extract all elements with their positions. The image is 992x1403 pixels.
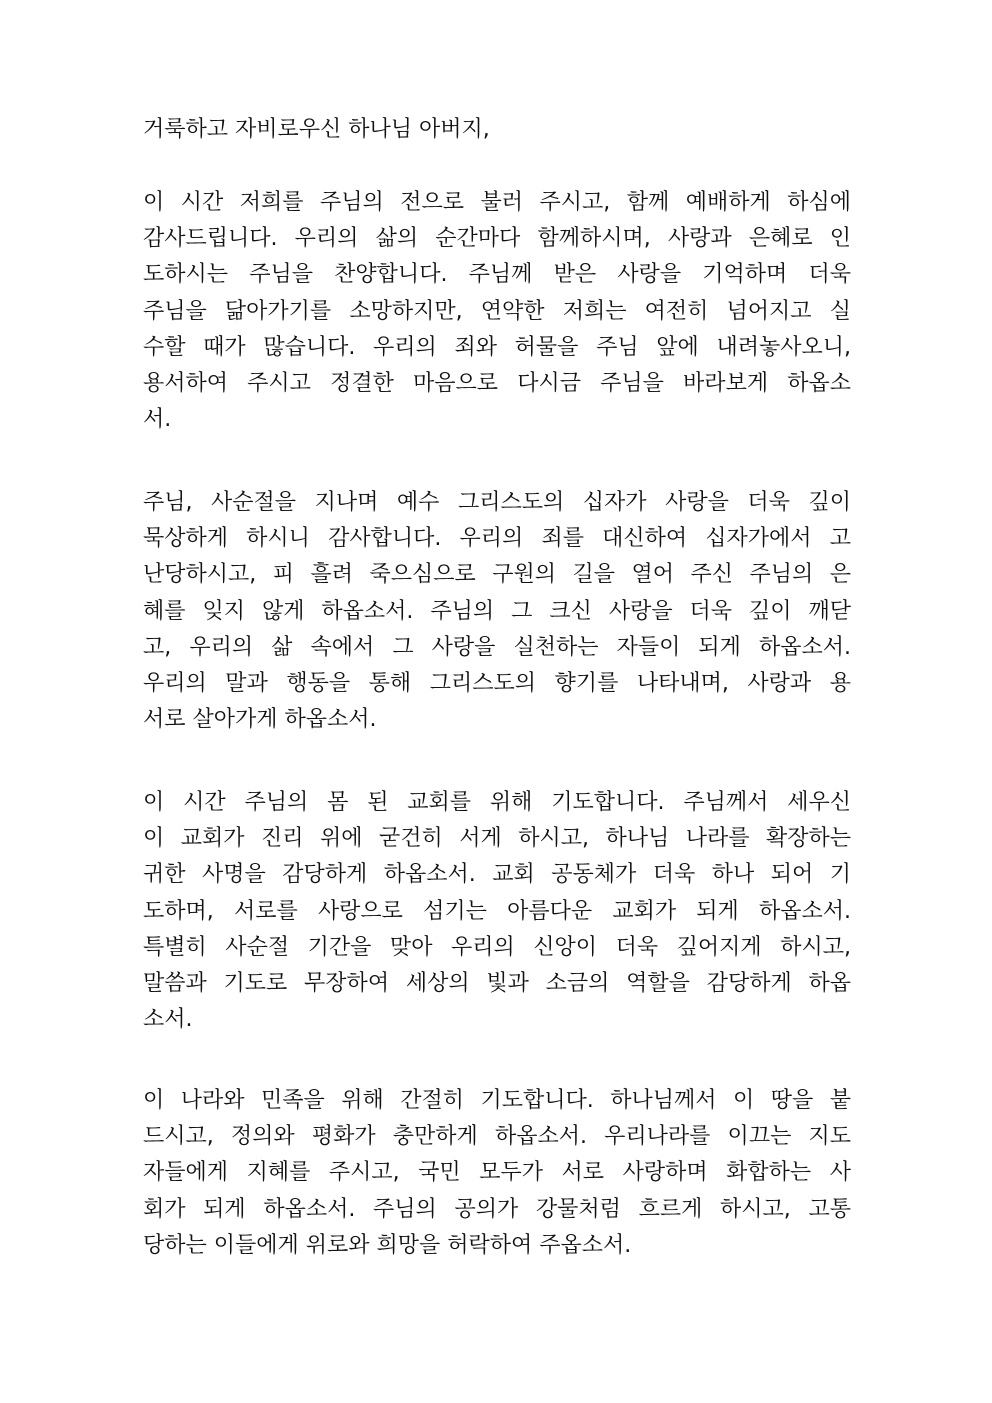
paragraph-line: 난당하시고, 피 흘려 죽으심으로 구원의 길을 열어 주신 주님의 은: [143, 562, 851, 588]
paragraph-line: 자들에게 지혜를 주시고, 국민 모두가 서로 사랑하며 화합하는 사: [143, 1160, 851, 1186]
paragraph-line: 이 교회가 진리 위에 굳건히 서게 하시고, 하나님 나라를 확장하는: [143, 826, 851, 852]
paragraph-line: 서로 살아가게 하옵소서.: [143, 707, 377, 733]
paragraph-line: 귀한 사명을 감당하게 하옵소서. 교회 공동체가 더욱 하나 되어 기: [143, 862, 851, 888]
paragraph-line: 혜를 잊지 않게 하옵소서. 주님의 그 크신 사랑을 더욱 깊이 깨닫: [143, 598, 851, 624]
greeting-paragraph: [143, 112, 851, 148]
paragraph-line: 주님을 닮아가기를 소망하지만, 연약한 저희는 여전히 넘어지고 실: [143, 298, 851, 324]
greeting-line: 거룩하고 자비로우신 하나님 아버지,: [143, 117, 490, 142]
prayer-paragraph-lent: [143, 485, 851, 738]
paragraph-line: 감사드립니다. 우리의 삶의 순간마다 함께하시며, 사랑과 은혜로 인: [143, 226, 851, 252]
paragraph-line: 도하시는 주님을 찬양합니다. 주님께 받은 사랑을 기억하며 더욱: [143, 262, 851, 288]
prayer-paragraph-confession: [143, 185, 851, 438]
paragraph-line: 용서하여 주시고 정결한 마음으로 다시금 주님을 바라보게 하옵소: [143, 370, 851, 396]
paragraph-line: 이 시간 주님의 몸 된 교회를 위해 기도합니다. 주님께서 세우신: [143, 790, 851, 815]
paragraph-line: 이 시간 저희를 주님의 전으로 불러 주시고, 함께 예배하게 하심에: [143, 190, 851, 215]
paragraph-line: 주님, 사순절을 지나며 예수 그리스도의 십자가 사랑을 더욱 깊이: [143, 490, 851, 515]
paragraph-line: 당하는 이들에게 위로와 희망을 허락하여 주옵소서.: [143, 1232, 632, 1258]
paragraph-line: 드시고, 정의와 평화가 충만하게 하옵소서. 우리나라를 이끄는 지도: [143, 1124, 851, 1150]
paragraph-line: 특별히 사순절 기간을 맞아 우리의 신앙이 더욱 깊어지게 하시고,: [143, 934, 851, 960]
paragraph-line: 도하며, 서로를 사랑으로 섬기는 아름다운 교회가 되게 하옵소서.: [143, 898, 851, 924]
paragraph-line: 우리의 말과 행동을 통해 그리스도의 향기를 나타내며, 사랑과 용: [143, 670, 851, 696]
paragraph-line: 회가 되게 하옵소서. 주님의 공의가 강물처럼 흐르게 하시고, 고통: [143, 1196, 851, 1222]
paragraph-line: 수할 때가 많습니다. 우리의 죄와 허물을 주님 앞에 내려놓사오니,: [143, 334, 851, 360]
paragraph-line: 소서.: [143, 1007, 193, 1033]
prayer-paragraph-church: [143, 785, 851, 1038]
paragraph-line: 이 나라와 민족을 위해 간절히 기도합니다. 하나님께서 이 땅을 붙: [143, 1088, 851, 1113]
prayer-paragraph-nation: [143, 1083, 851, 1264]
paragraph-line: 말씀과 기도로 무장하여 세상의 빛과 소금의 역할을 감당하게 하옵: [143, 970, 851, 996]
paragraph-line: 서.: [143, 407, 172, 433]
paragraph-line: 묵상하게 하시니 감사합니다. 우리의 죄를 대신하여 십자가에서 고: [143, 526, 851, 552]
paragraph-line: 고, 우리의 삶 속에서 그 사랑을 실천하는 자들이 되게 하옵소서.: [143, 634, 851, 660]
